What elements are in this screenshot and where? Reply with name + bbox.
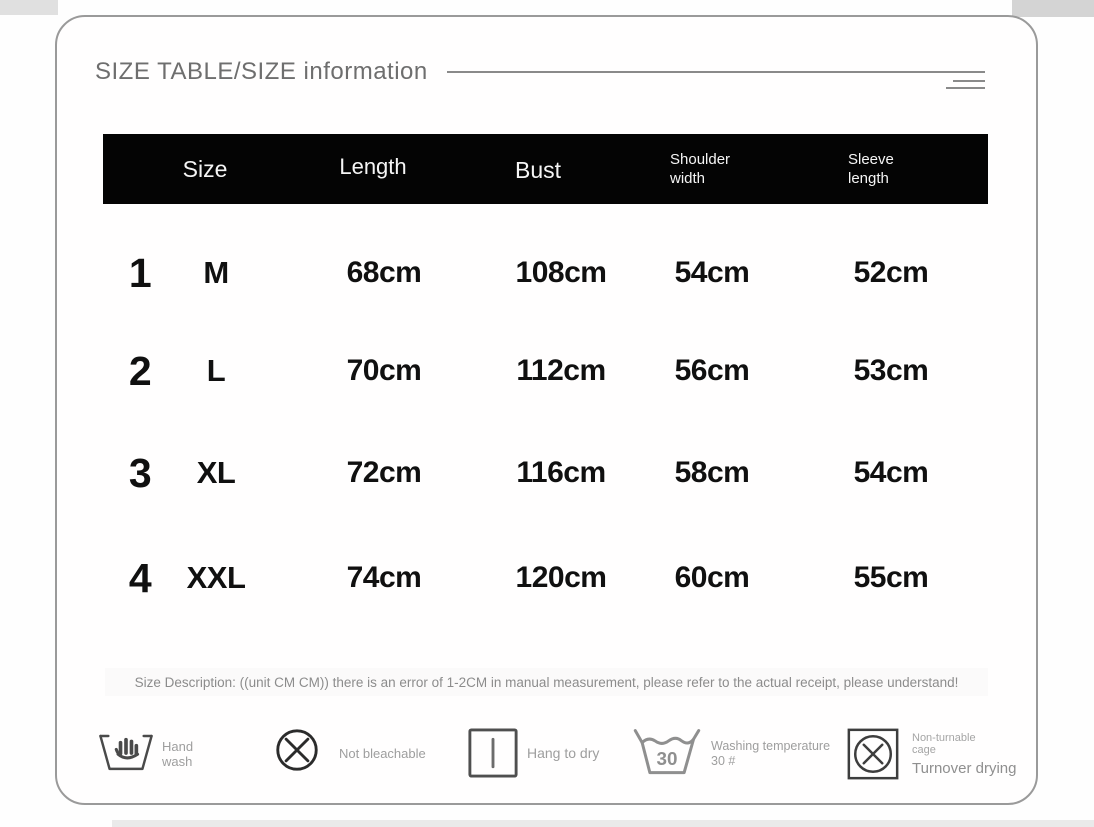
shoulder-width-value: 60cm	[674, 561, 750, 594]
column-header-length: Length	[339, 154, 407, 179]
care-label-line2: wash	[162, 754, 193, 769]
bust-value: 120cm	[515, 561, 607, 594]
corner-artifact-top-right	[1012, 0, 1094, 17]
care-label	[162, 739, 193, 769]
column-header-bust: Bust	[514, 157, 562, 183]
no-bleach-icon	[271, 725, 323, 780]
care-label: Not bleachable	[339, 746, 426, 761]
row-number: 4	[128, 555, 152, 601]
size-value: XXL	[186, 560, 246, 595]
bust-value: 116cm	[516, 456, 606, 489]
care-label-small-line2: cage	[912, 744, 936, 756]
care-label-line1: Hand	[162, 739, 194, 754]
column-header-size: Size	[182, 156, 228, 182]
page-title: SIZE TABLE/SIZE information	[95, 58, 428, 85]
sleeve-length-value: 54cm	[853, 456, 929, 489]
title-divider-deco-line	[953, 80, 985, 82]
length-value: 74cm	[346, 561, 422, 594]
care-item-no-bleach	[271, 725, 491, 785]
size-description-note: Size Description: ((unit CM CM)) there is an error of 1-2CM in manual measurement, please refer to the actual receipt, please understand!	[134, 674, 959, 690]
row-number: 2	[128, 348, 152, 394]
length-value: 72cm	[346, 456, 422, 489]
sleeve-length-value: 52cm	[853, 256, 929, 289]
bust-value: 112cm	[516, 354, 606, 387]
row-number: 1	[128, 250, 152, 296]
sleeve-length-value: 55cm	[853, 561, 929, 594]
column-header-shoulder-width	[670, 150, 780, 188]
table-row	[0, 341, 1094, 401]
column-header-shoulder-line2: width	[670, 170, 706, 187]
row-number: 3	[128, 450, 152, 496]
length-value: 70cm	[346, 354, 422, 387]
table-row	[0, 443, 1094, 503]
shoulder-width-value: 56cm	[674, 354, 750, 387]
title-divider-deco-line	[946, 87, 985, 89]
care-label-main: Turnover drying	[912, 760, 1017, 777]
table-row	[0, 548, 1094, 608]
table-header-row	[103, 134, 988, 204]
length-value: 68cm	[346, 256, 422, 289]
care-item-wash-temperature	[628, 728, 858, 788]
column-header-sleeve-length	[848, 150, 958, 188]
hang-to-dry-icon	[467, 727, 519, 784]
care-label-small-line1: Non-turnable	[912, 732, 976, 744]
bust-value: 108cm	[515, 256, 607, 289]
title-divider-line	[447, 71, 985, 73]
column-header-shoulder-line1: Shoulder	[670, 151, 731, 168]
size-value: XL	[196, 455, 236, 490]
no-tumble-dry-icon	[846, 727, 900, 786]
care-label	[711, 739, 830, 769]
wash-temp-value: 30	[656, 747, 678, 769]
care-item-hand-wash	[98, 725, 298, 785]
care-label-line2: 30 #	[711, 754, 736, 768]
table-row	[0, 243, 1094, 303]
shoulder-width-value: 58cm	[674, 456, 750, 489]
wash-temperature-icon	[628, 728, 706, 781]
care-label: Hang to dry	[527, 745, 600, 761]
hand-wash-icon	[98, 725, 154, 780]
sleeve-length-value: 53cm	[853, 354, 929, 387]
shoulder-width-value: 54cm	[674, 256, 750, 289]
size-value: M	[203, 255, 229, 290]
corner-artifact-top-left	[0, 0, 58, 15]
care-label-line1: Washing temperature	[711, 739, 831, 753]
column-header-sleeve-line1: Sleeve	[848, 151, 894, 168]
care-label	[912, 732, 1017, 777]
bottom-edge-artifact	[112, 820, 1094, 827]
care-item-no-tumble-dry	[846, 727, 1076, 791]
size-value: L	[206, 353, 226, 388]
column-header-sleeve-line2: length	[848, 170, 889, 187]
